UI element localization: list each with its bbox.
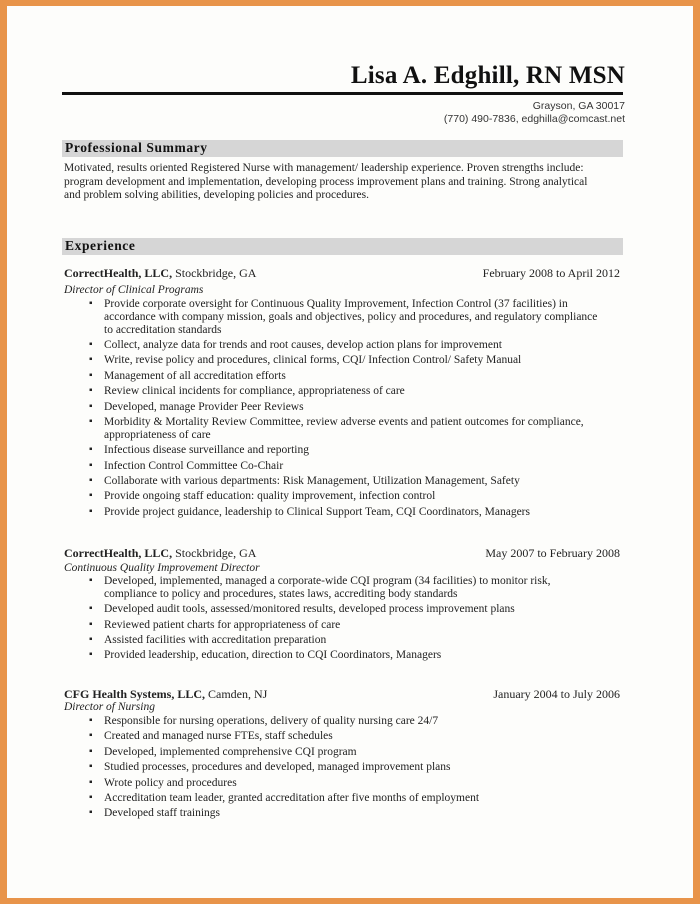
bullet-item — [80, 370, 600, 383]
bullet-text: Infectious disease surveillance and reporting — [104, 444, 310, 457]
bullet-text: Morbidity & Mortality Review Committee, review adverse events and patient outcomes for compliance, appropriateness of care — [104, 415, 584, 441]
bullet-item — [80, 634, 600, 647]
bullet-text: Wrote policy and procedures — [104, 776, 237, 789]
bullet-item — [80, 401, 600, 414]
contact-location: Grayson, GA 30017 — [532, 100, 625, 112]
job-header — [64, 266, 620, 280]
bullet-text: Management of all accreditation efforts — [104, 369, 286, 382]
job-bullets — [80, 298, 600, 521]
bullet-icon: ▪ — [89, 415, 93, 427]
bullet-icon: ▪ — [89, 618, 93, 630]
bullet-icon: ▪ — [89, 730, 93, 742]
job-dates: January 2004 to July 2006 — [493, 687, 620, 701]
bullet-icon: ▪ — [89, 400, 93, 412]
bullet-item — [80, 807, 600, 820]
bullet-item — [80, 460, 600, 473]
bullet-text: Developed, manage Provider Peer Reviews — [104, 400, 304, 413]
bullet-item — [80, 619, 600, 632]
bullet-text: Reviewed patient charts for appropriateness of care — [104, 618, 341, 631]
bullet-icon: ▪ — [89, 385, 93, 397]
bullet-item — [80, 475, 600, 488]
job-bullets — [80, 575, 600, 665]
bullet-text: Developed, implemented, managed a corporate-wide CQI program (34 facilities) to monitor risk, compliance to policy and procedures, states laws, accrediting body standards — [104, 575, 551, 600]
bullet-text: Accreditation team leader, granted accreditation after five months of employment — [104, 791, 480, 804]
bullet-item — [80, 385, 600, 398]
job-location: Stockbridge, GA — [175, 546, 257, 560]
job-bullets — [80, 715, 600, 823]
bullet-item — [80, 792, 600, 805]
bullet-icon: ▪ — [89, 649, 93, 661]
bullet-icon: ▪ — [89, 745, 93, 757]
bullet-text: Collaborate with various departments: Risk Management, Utilization Management, Safety — [104, 474, 520, 487]
bullet-text: Provide corporate oversight for Continuous Quality Improvement, Infection Control (37 facilities) in accordance with company mission, goals and objectives, policy and procedures, and regulatory compliance to accreditation standards — [104, 298, 598, 336]
job-dates: May 2007 to February 2008 — [485, 546, 620, 560]
bullet-icon: ▪ — [89, 459, 93, 471]
job-dates: February 2008 to April 2012 — [482, 266, 620, 280]
bullet-item — [80, 603, 600, 616]
summary-section-bar — [62, 140, 623, 157]
bullet-item — [80, 354, 600, 367]
bullet-item — [80, 506, 600, 519]
bullet-item — [80, 777, 600, 790]
bullet-icon: ▪ — [89, 490, 93, 502]
job-location: Stockbridge, GA — [175, 266, 257, 280]
experience-section-bar — [62, 238, 623, 255]
summary-heading: Professional Summary — [65, 140, 208, 155]
job-title: Continuous Quality Improvement Director — [64, 562, 260, 574]
experience-heading: Experience — [65, 238, 136, 253]
bullet-item — [80, 649, 600, 662]
bullet-icon: ▪ — [89, 298, 93, 309]
bullet-text: Developed audit tools, assessed/monitored results, developed process improvement plans — [104, 603, 515, 616]
job-company: CorrectHealth, LLC, — [64, 546, 173, 560]
bullet-text: Developed staff trainings — [104, 807, 221, 820]
bullet-item — [80, 416, 600, 442]
bullet-icon: ▪ — [89, 715, 93, 726]
job-header — [64, 687, 620, 701]
bullet-icon: ▪ — [89, 776, 93, 788]
bullet-item — [80, 575, 600, 601]
bullet-item — [80, 730, 600, 743]
bullet-text: Responsible for nursing operations, delivery of quality nursing care 24/7 — [104, 715, 439, 727]
bullet-text: Infection Control Committee Co-Chair — [104, 459, 284, 472]
contact-block — [444, 100, 625, 126]
candidate-name: Lisa A. Edghill, RN MSN — [350, 62, 625, 89]
bullet-text: Developed, implemented comprehensive CQI program — [104, 745, 357, 758]
job-company: CorrectHealth, LLC, — [64, 266, 173, 280]
bullet-text: Provide ongoing staff education: quality improvement, infection control — [104, 490, 436, 503]
bullet-item — [80, 490, 600, 503]
bullet-text: Provide project guidance, leadership to Clinical Support Team, CQI Coordinators, Managers — [104, 505, 530, 518]
bullet-text: Studied processes, procedures and developed, managed improvement plans — [104, 761, 451, 774]
contact-phone-email: (770) 490-7836, edghilla@comcast.net — [443, 113, 625, 125]
bullet-icon: ▪ — [89, 474, 93, 486]
bullet-icon: ▪ — [89, 791, 93, 803]
job-company: CFG Health Systems, LLC, — [64, 687, 205, 701]
job-header — [64, 546, 620, 560]
bullet-item — [80, 761, 600, 774]
bullet-icon: ▪ — [89, 807, 93, 819]
bullet-text: Write, revise policy and procedures, clinical forms, CQI/ Infection Control/ Safety Manual — [104, 354, 522, 367]
bullet-icon: ▪ — [89, 354, 93, 366]
job-title: Director of Clinical Programs — [64, 284, 204, 296]
bullet-icon: ▪ — [89, 338, 93, 350]
bullet-text: Collect, analyze data for trends and root causes, develop action plans for improvement — [104, 338, 502, 351]
bullet-text: Assisted facilities with accreditation preparation — [104, 633, 327, 646]
bullet-text: Review clinical incidents for compliance, appropriateness of care — [104, 385, 405, 398]
bullet-icon: ▪ — [89, 761, 93, 773]
bullet-item — [80, 339, 600, 352]
job-title: Director of Nursing — [64, 701, 155, 713]
bullet-text: Provided leadership, education, direction to CQI Coordinators, Managers — [104, 649, 442, 662]
bullet-icon: ▪ — [89, 369, 93, 381]
bullet-icon: ▪ — [89, 575, 93, 586]
summary-text: Motivated, results oriented Registered Nurse with management/ leadership experience. Proven strengths include: program development and implementation, developing process improvement plans and training. Strong analytical and problem solving abilities, developing policies and procedures. — [64, 162, 588, 201]
bullet-item — [80, 746, 600, 759]
bullet-text: Created and managed nurse FTEs, staff schedules — [104, 730, 333, 743]
bullet-item — [80, 715, 600, 728]
bullet-icon: ▪ — [89, 633, 93, 645]
bullet-item — [80, 298, 600, 336]
header-divider — [62, 92, 623, 95]
bullet-item — [80, 444, 600, 457]
bullet-icon: ▪ — [89, 505, 93, 517]
bullet-icon: ▪ — [89, 603, 93, 615]
job-location: Camden, NJ — [208, 687, 268, 701]
bullet-icon: ▪ — [89, 444, 93, 456]
